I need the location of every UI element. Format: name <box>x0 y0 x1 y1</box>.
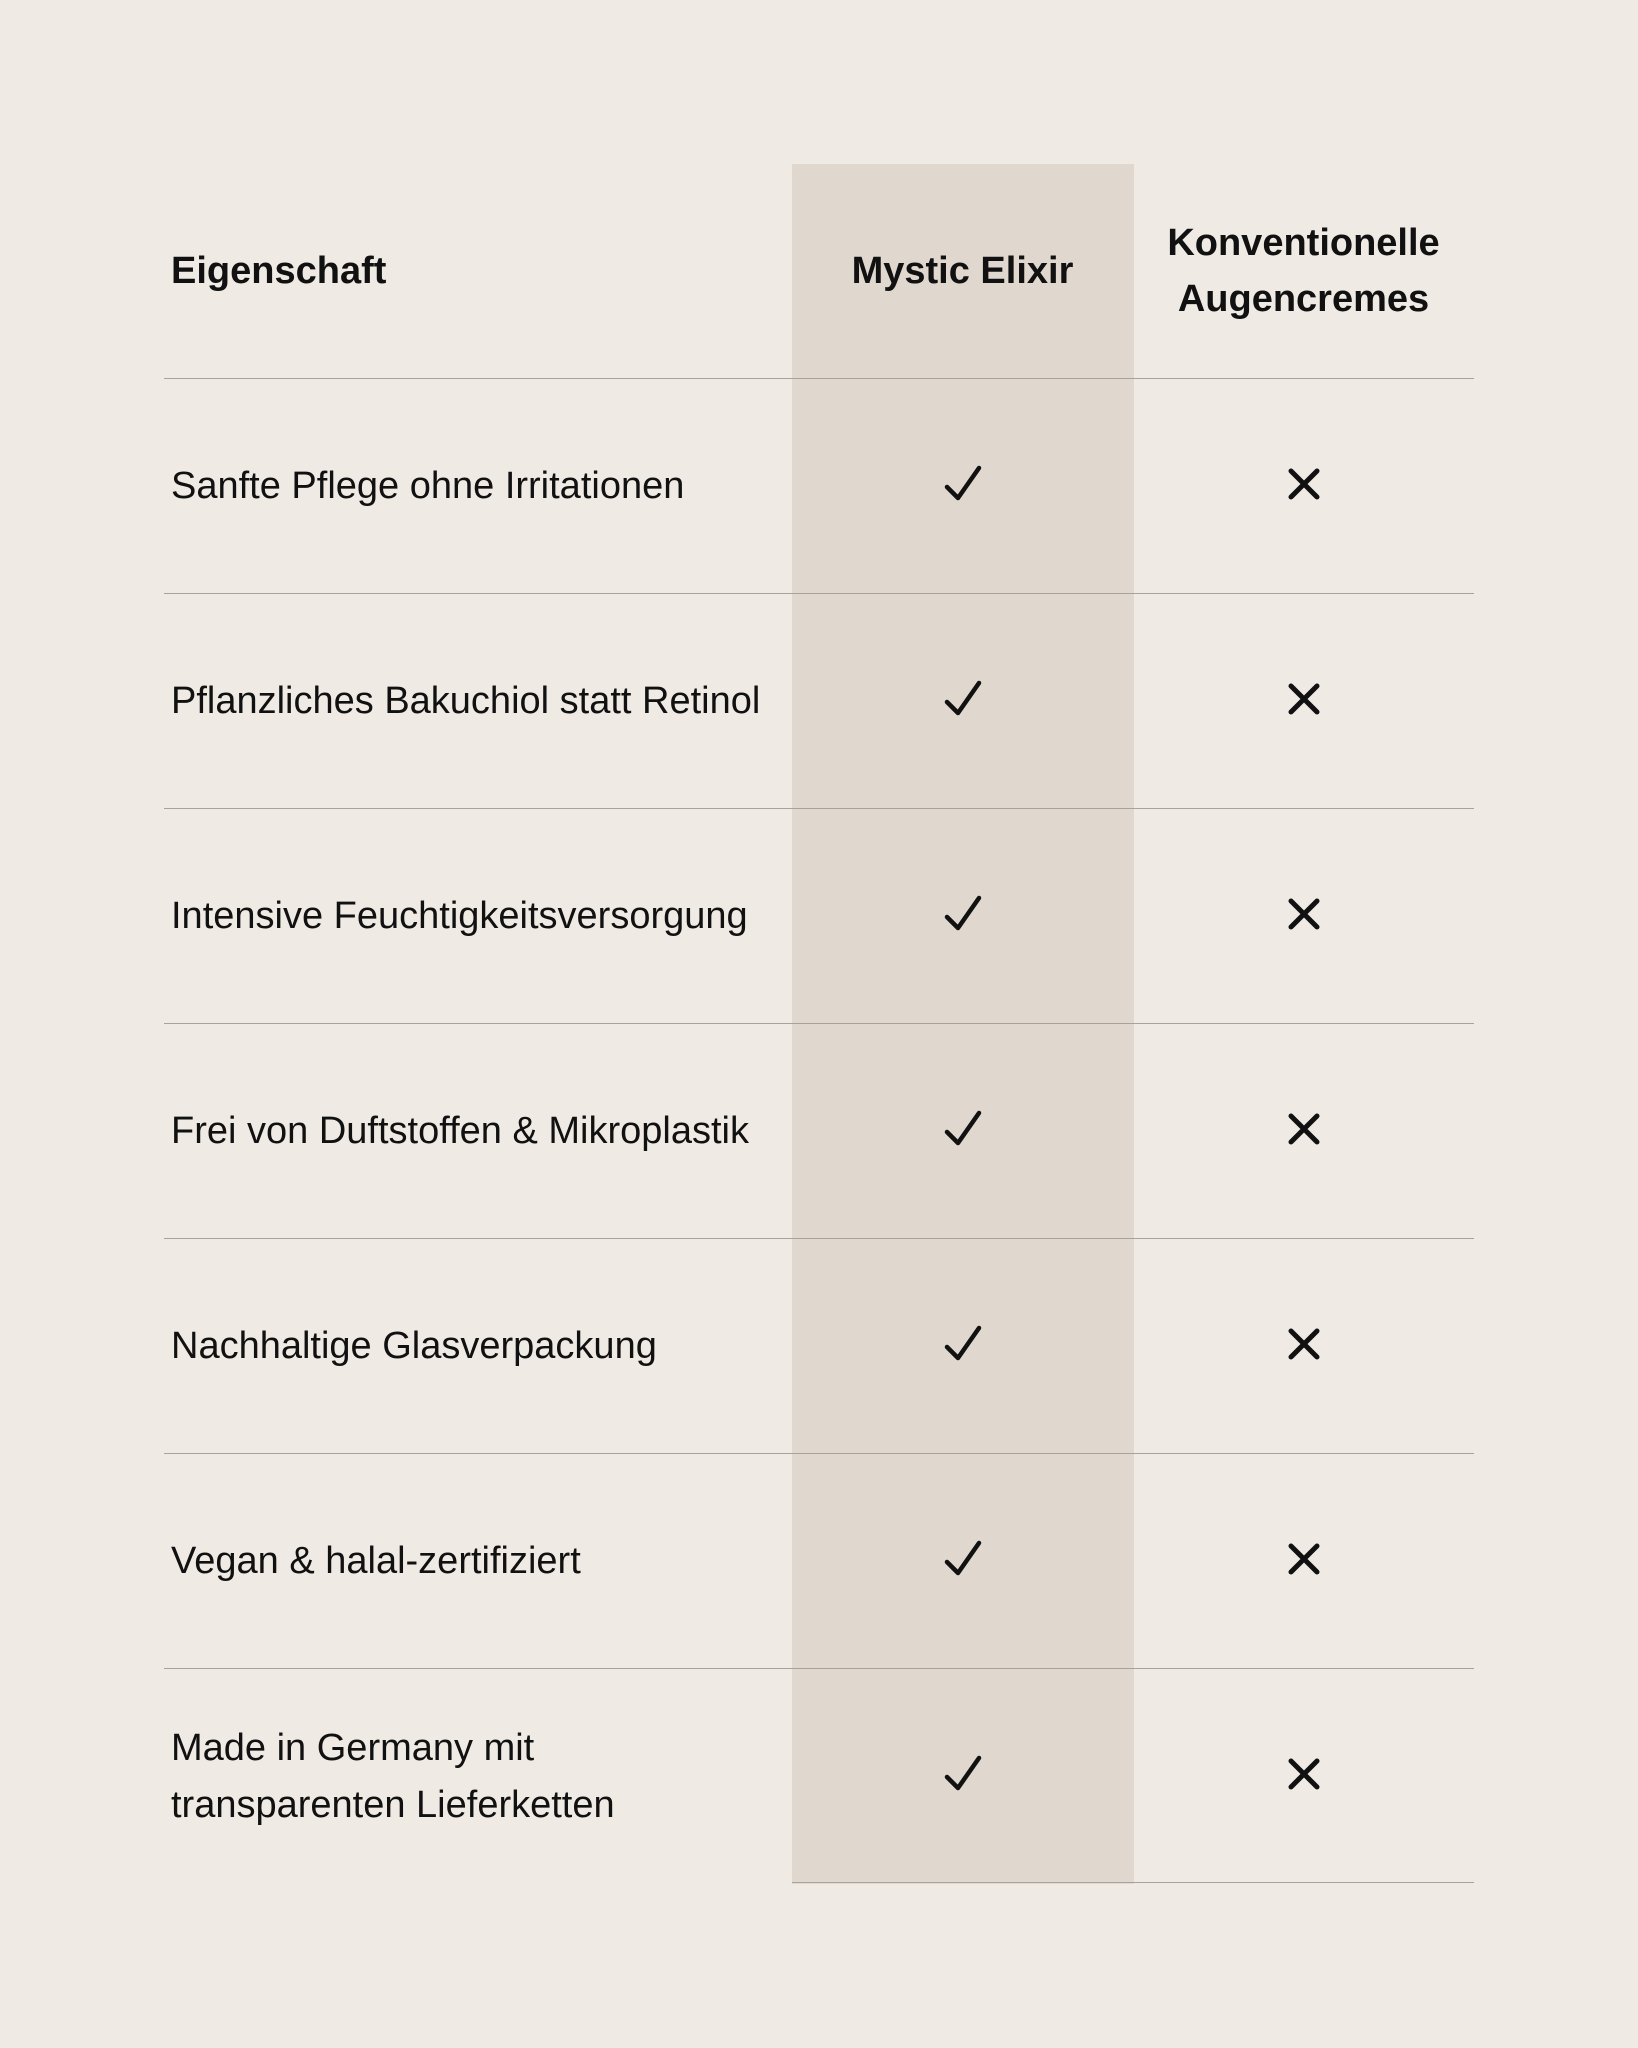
cross-icon <box>1282 1107 1326 1151</box>
conventional-cell <box>1133 1537 1474 1586</box>
check-icon <box>941 1752 985 1796</box>
mystic-elixir-cell <box>792 1752 1133 1801</box>
check-icon <box>941 462 985 506</box>
cross-icon <box>1282 677 1326 721</box>
comparison-table <box>164 164 1474 1884</box>
cross-icon <box>1282 1752 1326 1796</box>
table-row <box>164 379 1474 594</box>
feature-label: Sanfte Pflege ohne Irritationen <box>171 464 685 507</box>
cross-icon <box>1282 1322 1326 1366</box>
check-icon <box>941 677 985 721</box>
conventional-cell <box>1133 1322 1474 1371</box>
cross-icon <box>1282 1537 1326 1581</box>
table-header-row <box>164 164 1474 379</box>
table-row <box>164 1024 1474 1239</box>
feature-label: Frei von Duftstoffen & Mikroplastik <box>171 1109 749 1152</box>
table-bottom-divider <box>792 1882 1474 1883</box>
mystic-elixir-cell <box>792 1322 1133 1371</box>
cross-icon <box>1282 462 1326 506</box>
feature-label: Vegan & halal-zertifiziert <box>171 1539 581 1582</box>
check-icon <box>941 1322 985 1366</box>
table-row <box>164 1454 1474 1669</box>
conventional-cell <box>1133 892 1474 941</box>
cross-icon <box>1282 892 1326 936</box>
conventional-cell <box>1133 1752 1474 1801</box>
mystic-elixir-cell <box>792 892 1133 941</box>
conventional-cell <box>1133 677 1474 726</box>
feature-label: Nachhaltige Glasverpackung <box>171 1324 657 1367</box>
table-row <box>164 1669 1474 1884</box>
feature-label: Intensive Feuchtigkeitsversorgung <box>171 894 748 937</box>
check-icon <box>941 1107 985 1151</box>
header-feature: Eigenschaft <box>171 250 387 292</box>
conventional-cell <box>1133 1107 1474 1156</box>
check-icon <box>941 1537 985 1581</box>
feature-label: Pflanzliches Bakuchiol statt Retinol <box>171 679 761 722</box>
mystic-elixir-cell <box>792 462 1133 511</box>
conventional-cell <box>1133 462 1474 511</box>
table-row <box>164 1239 1474 1454</box>
check-icon <box>941 892 985 936</box>
header-mystic-elixir: Mystic Elixir <box>851 250 1074 292</box>
header-conventional: Konventionelle Augencremes <box>1167 222 1440 320</box>
mystic-elixir-cell <box>792 1107 1133 1156</box>
feature-label: Made in Germany mit transparenten Lieferketten <box>171 1726 615 1826</box>
mystic-elixir-cell <box>792 677 1133 726</box>
table-row <box>164 594 1474 809</box>
mystic-elixir-cell <box>792 1537 1133 1586</box>
table-row <box>164 809 1474 1024</box>
